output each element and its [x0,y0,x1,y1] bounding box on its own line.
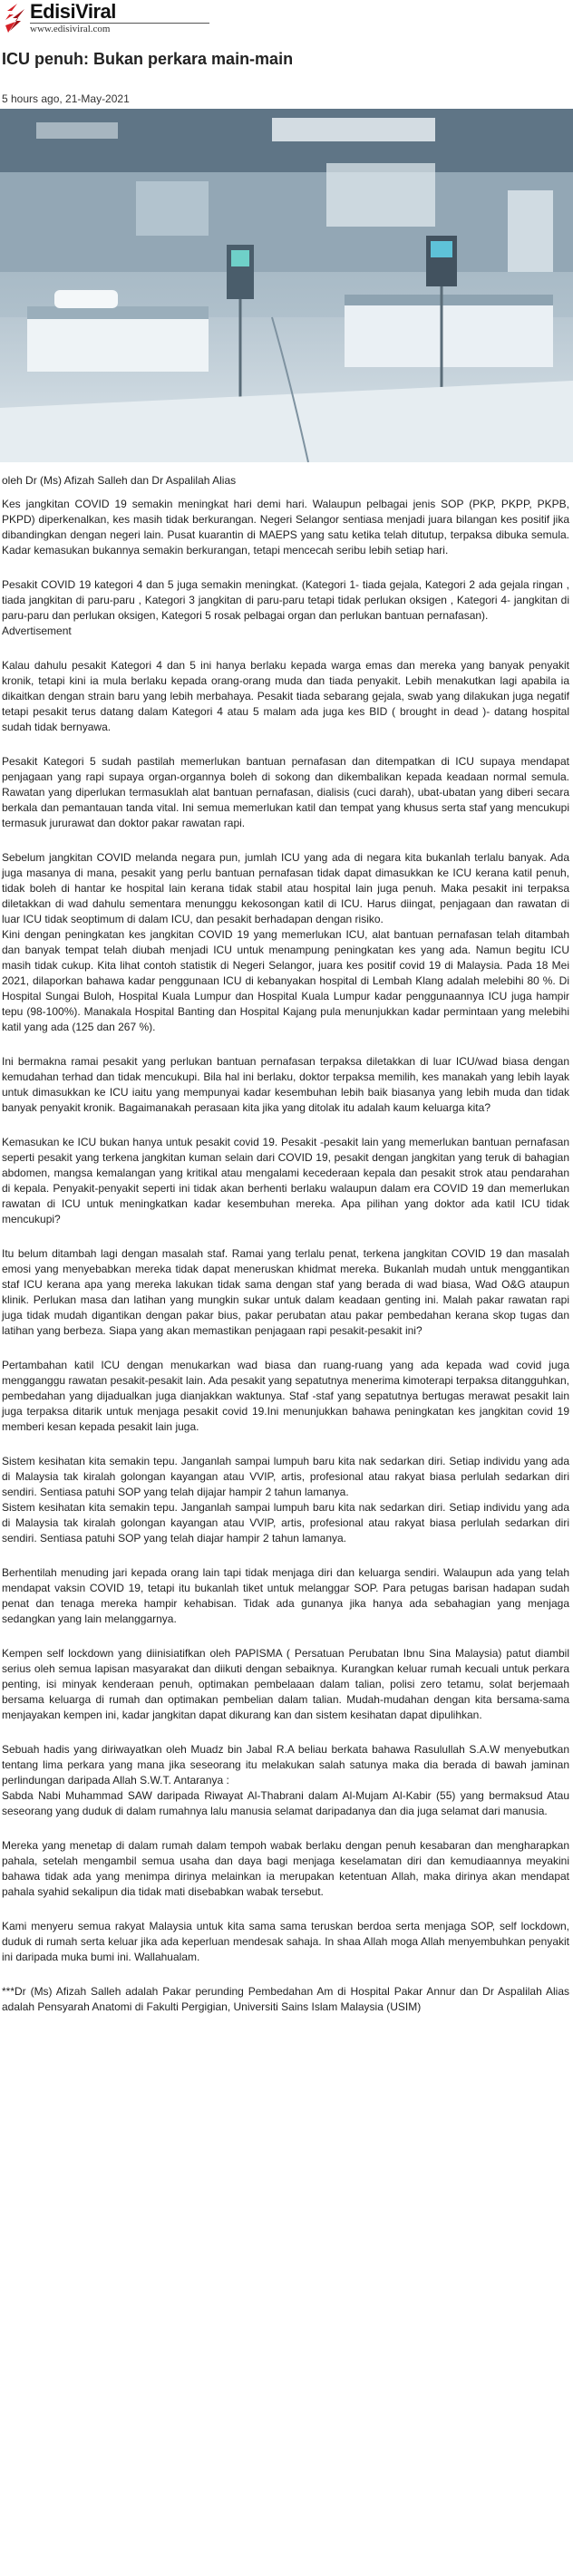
paragraph: Sistem kesihatan kita semakin tepu. Janganlah sampai lumpuh baru kita nak sedarkan diri. Setiap individu yang ada di Malaysia tak kiralah golongan kayangan atau VVIP, artis, profesional atau rakyat biasa perlulah sedarkan diri sendiri. Sentiasa patuhi SOP yang telah dijajar hampir 2 tahun lamanya. [2,1455,569,1498]
paragraph: Pesakit Kategori 5 sudah pastilah memerlukan bantuan pernafasan dan ditempatkan di ICU supaya mendapat penjagaan yang rapi supaya organ-organnya boleh di sokong dan dikembalikan kepada keadaan normal semula. Rawatan yang diperlukan termasuklah alat bantuan pernafasan, dialisis (cuci darah), ubat-ubatan yang diberi secara berkala dan pemantauan tanda vital. Ini semua memerlukan katil dan tempat yang khusus serta staf yang mencukupi termasuk jururawat dan doktor pakar rawatan rapi. [2,755,569,829]
paragraph: Pertambahan katil ICU dengan menukarkan wad biasa dan ruang-ruang yang ada kepada wad covid juga mengganggu rawatan pesakit-pesakit lain. Ada pesakit yang sepatutnya menerima kimoterapi terpaksa ditangguhkan, pembedahan yang dijadualkan juga dianjakkan waktunya. Staf -staf yang sepatutnya bertugas merawat pesakit lain juga terpaksa ditarik untuk menjaga pesakit covid 19.Ini menunjukkan bahawa peningkatan kes jangkitan covid 19 memberi kesan kepada pesakit lain juga. [2,1359,569,1433]
paragraph: Mereka yang menetap di dalam rumah dalam tempoh wabak berlaku dengan penuh kesabaran dan mengharapkan pahala, setelah mengambil semua usaha dan daya bagi menjaga keselamatan diri dan kemudiaannya meyakini bahawa tidak ada yang menimpa dirinya melainkan ia merupakan ketentuan Allah, maka dirinya akan mendapat pahala syahid sekalipun dia tidak mati disebabkan wabak tersebut. [2,1839,569,1898]
paragraph: Sebelum jangkitan COVID melanda negara pun, jumlah ICU yang ada di negara kita bukanlah terlalu banyak. Ada juga masanya di mana, pesakit yang perlu bantuan pernafasan tidak dapat dimasukkan ke ICU kerana katil penuh, tidak boleh di hantar ke hospital lain kerana tidak stabil atau hospital lain juga penuh. Maka pesakit ini terpaksa diletakkan di wad dahulu sementara menunggu kekosongan katil di ICU. Harus diingat, penjagaan dan rawatan di luar ICU tidak seoptimum di dalam ICU, dan pesakit berhadapan dengan risiko. [2,851,569,925]
paragraph: Kempen self lockdown yang diinisiatifkan oleh PAPISMA ( Persatuan Perubatan Ibnu Sina Malaysia) patut diambil serius oleh semua lapisan masyarakat dan diikuti dengan sebaiknya. Kurangkan keluar rumah kecuali untuk perkara penting, isi minyak kenderaan penuh, optimakan pembelaaan dalam talian, polisi zero tetamu, solat berjemaah bersama keluarga di rumah dan optimakan pembelian dalam talian. Mudah-mudahan dengan kita bersama-sama menjayakan kempen ini, kadar jangkitan dapat dikurang kan dan sistem kesihatan dapat dipulihkan. [2,1647,569,1721]
edisiviral-logo-icon [3,2,28,38]
paragraph: Ini bermakna ramai pesakit yang perlukan bantuan pernafasan terpaksa diletakkan di luar ICU/wad biasa dengan kemudahan terhad dan tidak mencukupi. Bila hal ini berlaku, doktor terpaksa memilih, kes manakah yang lebih layak untuk dimasukkan ke ICU iaitu yang mempunyai kadar kesembuhan lebih baik biasanya yang lebih muda dan tidak banyak penyakit kronik. Bagaimanakah perasaan kita jika yang ditolak itu adalah kaum keluarga kita? [2,1055,569,1114]
paragraph: Sebuah hadis yang diriwayatkan oleh Muadz bin Jabal R.A beliau berkata bahawa Rasulullah S.A.W menyebutkan tentang lima perkara yang mana jika seseorang itu melakukan salah satunya maka dia berada di bawah jaminan perlindungan daripada Allah S.W.T. Antaranya : [2,1743,569,1787]
paragraph: Kalau dahulu pesakit Kategori 4 dan 5 ini hanya berlaku kepada warga emas dan mereka yang banyak penyakit kronik, tetapi kini ia mula berlaku kepada orang-orang muda dan tiada penyakit. Lebih menakutkan lagi apabila ia dikaitkan dengan strain baru yang lebih merbahaya. Pesakit tiada sebarang gejala, swab yang dilakukan juga negatif tetapi pesakit terus datang dalam Kategori 4 atau 5 malam ada juga kes BID ( brought in dead )- datang hospital sudah tidak bernyawa. [2,659,569,733]
paragraph: Itu belum ditambah lagi dengan masalah staf. Ramai yang terlalu penat, terkena jangkitan COVID 19 dan masalah emosi yang menyebabkan mereka tidak dapat meneruskan khidmat mereka. Bukanlah mudah untuk menggantikan staf ICU kerana apa yang mereka lakukan tidak sama dengan staf yang berada di wad biasa, Wad O&G ataupun klinik. Perlukan masa dan latihan yang mungkin sukar untuk dalam keadaan genting ini. Malah pakar rawatan rapi juga tidak mudah digantikan dengan pakar bius, pakar perubatan atau pakar pembedahan kerana skop tugas dan latihan yang berbeza. Siapa yang akan memastikan penjagaan rapi pesakit-pesakit ini? [2,1247,569,1337]
site-name: EdisiViral [30,0,116,23]
paragraph: Kes jangkitan COVID 19 semakin meningkat hari demi hari. Walaupun pelbagai jenis SOP (PKP, PKPP, PKPB, PKPD) diperkenalkan, kes masih tidak berkurangan. Negeri Selangor sentiasa menjadi juara bilangan kes positif jika dibandingkan dengan negeri lain. Pusat kuarantin di MAEPS yang satu ketika telah ditutup, terpaksa dibuka semula. Kadar kemasukan bukannya semakin berkurangan, tetapi mencecah seribu lebih setiap hari. [2,498,569,557]
article-meta: 5 hours ago, 21-May-2021 [2,92,130,105]
paragraph: Sistem kesihatan kita semakin tepu. Janganlah sampai lumpuh baru kita nak sedarkan diri. Setiap individu yang ada di Malaysia tak kiralah golongan kayangan atau VVIP, artis, profesional atau rakyat biasa perlulah sedarkan diri sendiri. Sentiasa patuhi SOP yang telah diajar hampir 2 tahun lamanya. [2,1501,569,1545]
paragraph: Kemasukan ke ICU bukan hanya untuk pesakit covid 19. Pesakit -pesakit lain yang memerlukan bantuan pernafasan seperti pesakit yang terkena jangkitan kuman selain dari COVID 19, pesakit dengan jangkitan yang teruk di bahagian abdomen, mangsa kemalangan yang kritikal atau mengalami kecederaan kepala dan pesakit strok atau pendarahan di kepala. Penyakit-penyakit seperti ini tidak akan berhenti berlaku walaupun dalam era COVID 19 dan memerlukan rawatan di ICU untuk meningkatkan kadar kesembuhan mereka. Apa pilihan yang doktor ada katil ICU tidak mencukupi? [2,1136,569,1225]
paragraph: Pesakit COVID 19 kategori 4 dan 5 juga semakin meningkat. (Kategori 1- tiada gejala, Kategori 2 ada gejala ringan , tiada jangkitan di paru-paru , Kategori 3 jangkitan di paru-paru tetapi tidak perlukan oksigen , Kategori 4- jangkitan di paru-paru dan perlukan oksigen, Kategori 5 rosak pelbagai organ dan perlukan bantuan pernafasan). [2,578,569,622]
paragraph: Berhentilah menuding jari kepada orang lain tapi tidak menjaga diri dan keluarga sendiri. Walaupun ada yang telah mendapat vaksin COVID 19, tetapi itu bukanlah tiket untuk melanggar SOP. Para petugas barisan hadapan sudah penat dan tenaga mereka hampir kehabisan. Tidak ada gunanya jika hanya ada sebahagian yang menjaga sedangkan yang lain melanggarnya. [2,1566,569,1625]
author-note: ***Dr (Ms) Afizah Salleh adalah Pakar perunding Pembedahan Am di Hospital Pakar Annur dan Dr Aspalilah Alias adalah Pensyarah Anatomi di Fakulti Pergigian, Universiti Sains Islam Malaysia (USIM) [2,1985,569,2013]
paragraph: Sabda Nabi Muhammad SAW daripada Riwayat Al-Thabrani dalam Al-Mujam Al-Kabir (55) yang bermaksud Atau seseorang yang duduk di dalam rumahnya lalu manusia selamat daripadanya dan dia juga selamat dari manusia. [2,1789,569,1817]
article-body [2,497,569,2034]
site-url: www.edisiviral.com [30,24,111,34]
article-title: ICU penuh: Bukan perkara main-main [2,50,294,68]
hospital-icu-photo [0,109,573,462]
site-logo[interactable] [3,2,211,42]
paragraph: Kami menyeru semua rakyat Malaysia untuk kita sama sama teruskan berdoa serta menjaga SOP, self lockdown, duduk di rumah serta keluar jika ada keperluan mendesak sahaja. In shaa Allah moga Allah menyembuhkan penyakit ini daripada muka bumi ini. Wallahualam. [2,1920,569,1963]
photo-credit: oleh Dr (Ms) Afizah Salleh dan Dr Aspalilah Alias [2,474,237,487]
advertisement-label: Advertisement [2,625,72,637]
paragraph: Kini dengan peningkatan kes jangkitan COVID 19 yang memerlukan ICU, alat bantuan pernafasan telah ditambah dan banyak tempat telah diubah menjadi ICU untuk menampung peningkatan kes yang ada. Namun begitu ICU masih tidak cukup. Kita lihat contoh statistik di Negeri Selangor, juara kes positif covid 19 di Malaysia. Pada 18 Mei 2021, dilaporkan bahawa kadar penggunaan ICU di kebanyakan hospital di Lembah Klang adalah melebihi 80 %. Di Hospital Sungai Buloh, Hospital Kuala Lumpur dan Hospital Kuala Lumpur kadar penggunaannya ICU juga hampir tepu (98-100%). Manakala Hospital Banting dan Hospital Kajang pula menunjukkan kadar permintaan yang melebihi katil yang ada (125 dan 267 %). [2,928,569,1033]
